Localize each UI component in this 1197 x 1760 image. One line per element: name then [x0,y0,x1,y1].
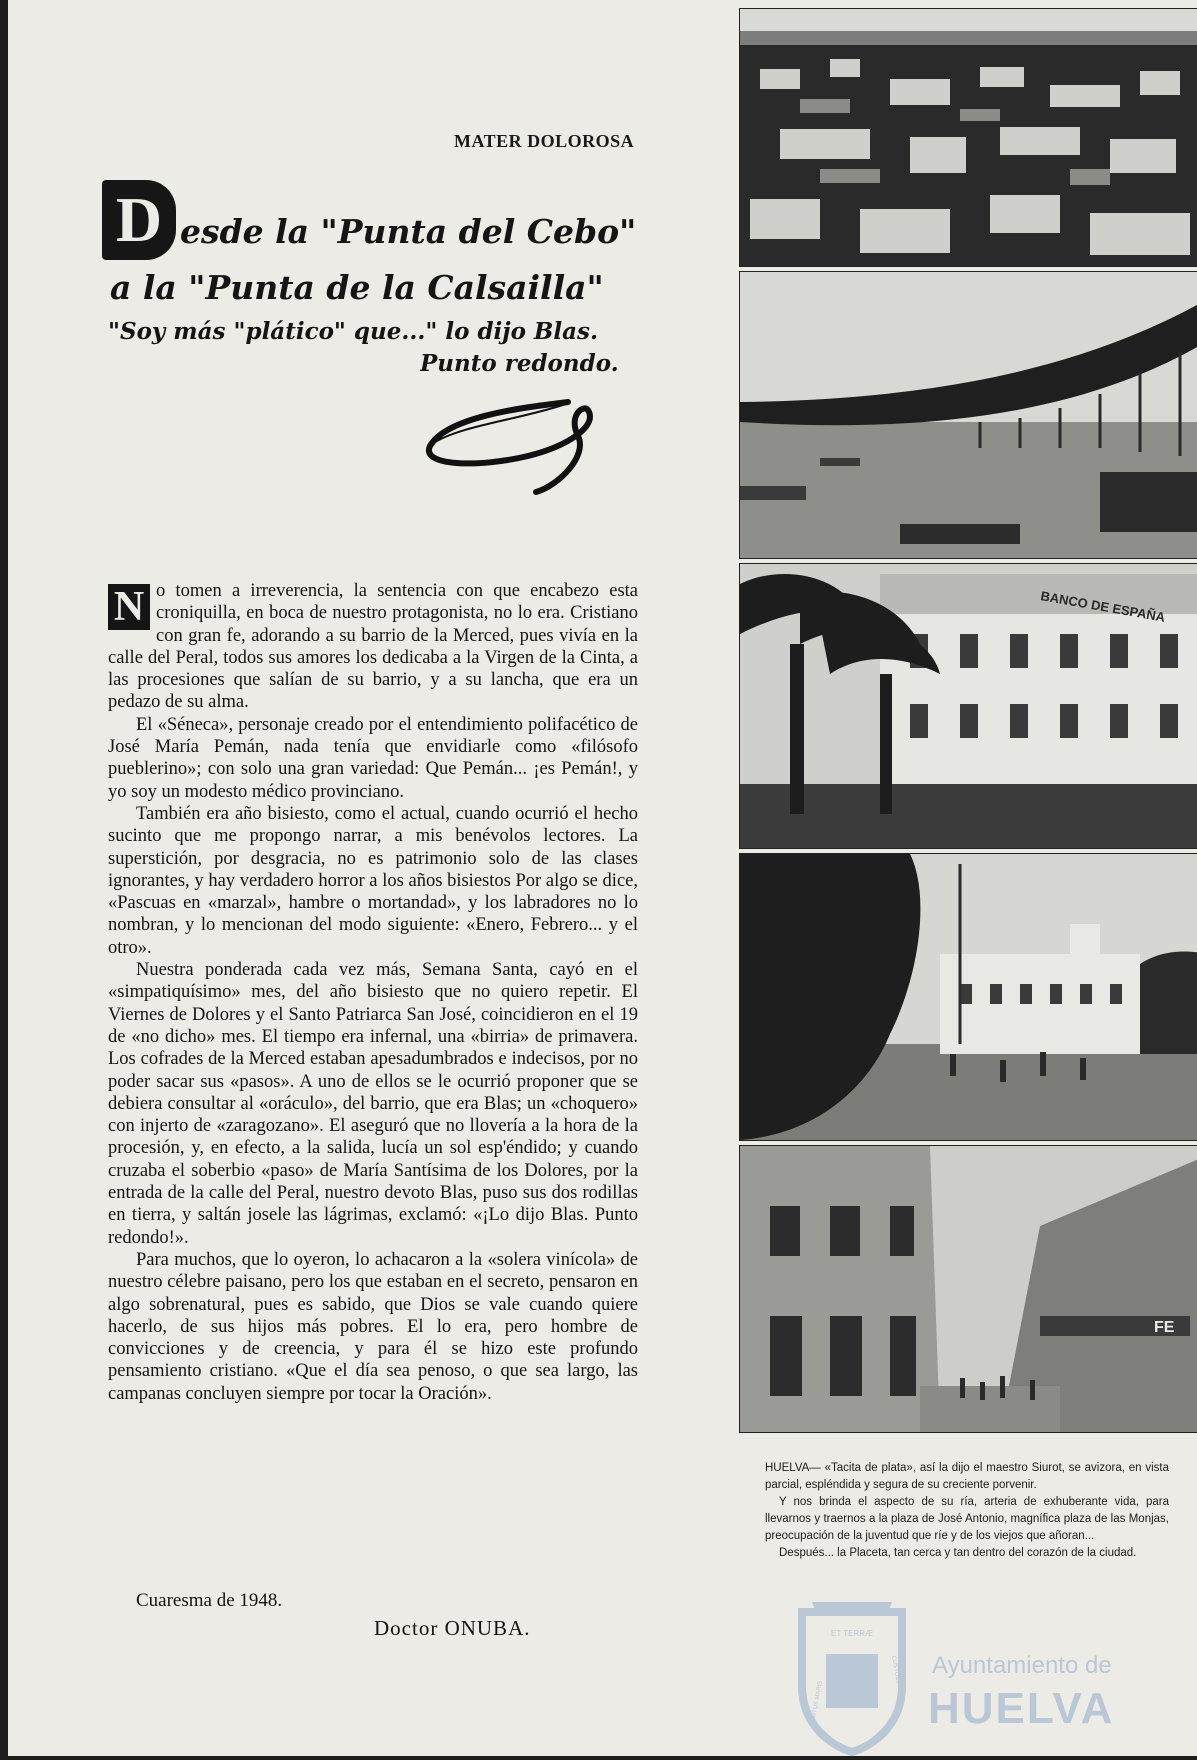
photo-city-panorama [739,8,1197,267]
watermark-line-1: Ayuntamiento de [932,1652,1112,1679]
title-drop-cap: D [102,180,176,260]
shield-right-text: CUSTODIA [890,1655,902,1687]
photo-caption [765,1460,1169,1562]
subtitle-line-2: Punto redondo. [420,350,619,377]
author-signature: Doctor ONUBA. [374,1616,531,1640]
paragraph-5: Para muchos, que lo oyeron, lo achacaron a la «solera vinícola» de nuestro célebre paisano, pero los que estaban en el secreto, pensaron en algo sobrenatural, pues es sabido, que Dios se vale cuando quiere hacerlo, de sus hijos más pobres. El lo era, pero hombre de convicciones y de creencia, y para él se hizo este profundo pensamiento cristiano. «Que el día sea penoso, o que sea largo, las campanas concluyen siempre por tocar la Oración». [108,1249,638,1404]
title-line-1: esde la "Punta del Cebo" [180,212,637,251]
shield-left-text: PORTUS MARIS [810,1680,824,1727]
caption-line-1: HUELVA— «Tacita de plata», así la dijo el maestro Siurot, se avizora, en vista parcial, espléndida y segura de su creciente porvenir. [765,1462,1169,1491]
huelva-shield-icon [792,1596,912,1756]
article-drop-cap: N [108,584,150,630]
photo-la-placeta [739,1145,1197,1433]
magazine-page [8,0,1197,1756]
subtitle-line-1: "Soy más "plático" que..." lo dijo Blas. [108,318,598,345]
photo-plaza-de-las-monjas [739,853,1197,1141]
paragraph-2: El «Séneca», personaje creado por el entendimiento polifacético de José María Pemán, nada tenía que envidiarle como «filósofo pueblerino»; con solo una gran variedad: Que Pemán... ¡es Pemán!, y yo soy un modesto médico provinciano. [108,714,638,802]
ayuntamiento-watermark [792,1596,1132,1756]
watermark-line-2: HUELVA [928,1684,1115,1733]
bank-sign-text: BANCO DE ESPAÑA [1039,588,1167,625]
title-line-2: a la "Punta de la Calsailla" [110,268,604,307]
calligraphic-flourish-icon [418,396,618,496]
dateline: Cuaresma de 1948. [136,1590,283,1611]
paragraph-1 [108,580,638,714]
paragraph-1-text: o tomen a irreverencia, la sentencia con que encabezo esta croniquilla, en boca de nuestro protagonista, no lo era. Cristiano con gran fe, adorando a su barrio de la Merced, pues vivía en la calle del Peral, todos sus amores los dedicaba a la Virgen de la Cinta, a las procesiones que salían de su barrio, y a su lancha, que era un pedazo de su alma. [108,581,638,713]
section-label: MATER DOLOROSA [454,131,635,151]
article-body [108,580,638,1405]
photo-river-pier [739,271,1197,559]
paragraph-3: También era año bisiesto, como el actual, cuando ocurrió el hecho sucinto que me propongo narrar, a mis benévolos lectores. La superstición, por desgracia, no es patrimonio solo de las clases ignorantes, y hay verdadero horror a los años bisiestos Por algo se dice, «Pascuas en «marzal», hambre o mortandad», y los labradores no lo nombran, y lo mencionan del modo siguiente: «Enero, Febrero... y el otro». [108,803,638,958]
paragraph-4: Nuestra ponderada cada vez más, Semana Santa, cayó en el «simpatiquísimo» mes, del año bisiesto que no quiero repetir. El Viernes de Dolores y el Santo Patriarca San José, coincidieron en el 19 de «no dicho» mes. El tiempo era infernal, una «birria» de primavera. Los cofrades de la Merced estaban apesadumbrados e indecisos, por no poder sacar sus «pasos». A uno de ellos se le ocurrió proponer que se debiera consultar al «oráculo», del barrio, que era Blas; un «choquero» con injerto de «zaragozano». El aseguró que no llovería a la hora de la procesión, y, en efecto, a la salida, lucía un sol esp'éndido; y cuando cruzaba el soberbio «paso» de María Santísima de los Dolores, por la entrada de la calle del Peral, nuestro devoto Blas, puso sus dos rodillas en tierra, y saltán josele las lágrimas, exclamó: «¡Lo dijo Blas. Punto redondo!». [108,960,638,1248]
caption-line-3: Después... la Placeta, tan cerca y tan dentro del corazón de la ciudad. [779,1547,1137,1559]
shop-sign-text: FE [1154,1319,1175,1336]
caption-line-2: Y nos brinda el aspecto de su ría, arteria de exhuberante vida, para llevarnos y traernos a la plaza de José Antonio, magnífica plaza de las Monjas, preocupación de la juventud que ríe y de los viejos que añoran... [765,1496,1169,1542]
shield-top-text: ET TERRÆ [831,1629,873,1638]
photo-banco-de-espana [739,563,1197,849]
